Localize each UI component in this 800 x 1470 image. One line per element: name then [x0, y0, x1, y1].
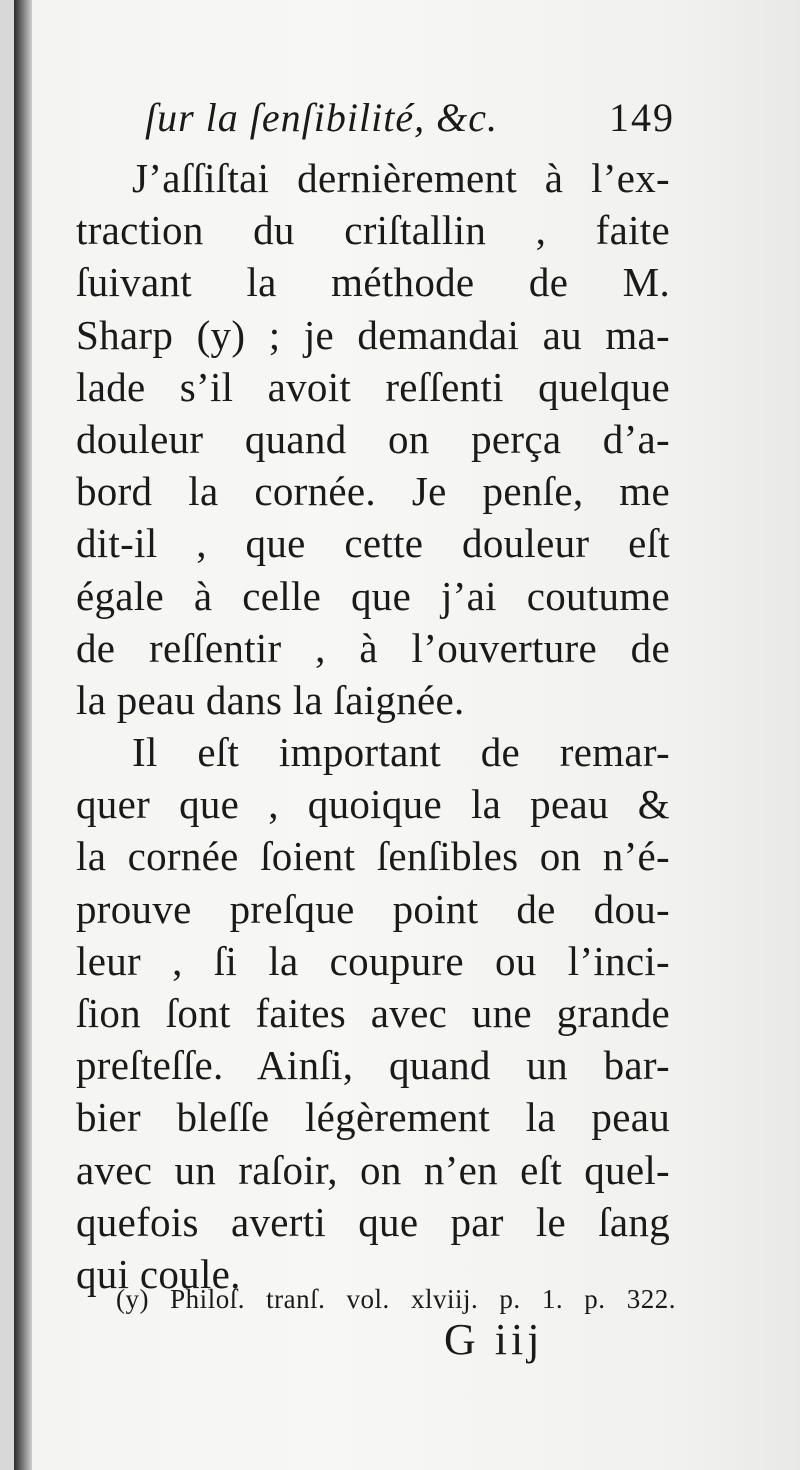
- text-line: leur , ſi la coupure ou l’inci-: [76, 937, 670, 984]
- text-line: J’aſſiſtai dernièrement à l’ex-: [132, 155, 670, 201]
- text-line: la peau dans la ſaignée.: [76, 676, 465, 723]
- running-title: ſur la ſenſibilité, &c.: [145, 95, 498, 140]
- text-line: qui coule.: [76, 1250, 241, 1297]
- text-line: dit-il , que cette douleur eſt: [76, 520, 670, 567]
- text-line: Il eſt important de remar-: [132, 729, 670, 776]
- text-line: égale à celle que j’ai coutume: [76, 572, 670, 619]
- text-line: bord la cornée. Je penſe, me: [76, 468, 670, 515]
- text-line: quer que , quoique la peau &: [76, 781, 670, 828]
- footnote: (y) Philoſ. tranſ. vol. xlviij. p. 1. p. 322.: [116, 1284, 676, 1314]
- text-line: bier bleſſe légèrement la peau: [76, 1094, 670, 1141]
- text-line: la cornée ſoient ſenſibles on n’é-: [76, 833, 670, 880]
- text-line: prouve preſque point de dou-: [76, 885, 670, 932]
- text-line: lade s’il avoit reſſenti quelque: [76, 363, 670, 410]
- text-line: ſuivant la méthode de M.: [76, 259, 670, 306]
- text-line: preſteſſe. Ainſi, quand un bar-: [76, 1042, 670, 1089]
- body-text: [76, 152, 670, 1300]
- text-line: ſion ſont faites avec une grande: [76, 990, 670, 1036]
- running-head: [145, 88, 675, 148]
- text-line: Sharp (y) ; je demandai au ma-: [76, 311, 670, 358]
- text-line: quefois averti que par le ſang: [76, 1198, 670, 1245]
- spine-shadow: [14, 0, 32, 1470]
- text-line: avec un raſoir, on n’en eſt quel-: [76, 1146, 670, 1193]
- text-line: traction du criſtallin , faite: [76, 207, 670, 254]
- text-line: de reſſentir , à l’ouverture de: [76, 624, 670, 671]
- signature-mark: G iij: [444, 1315, 544, 1364]
- page-number: 149: [609, 95, 675, 140]
- text-line: douleur quand on perça d’a-: [76, 415, 670, 462]
